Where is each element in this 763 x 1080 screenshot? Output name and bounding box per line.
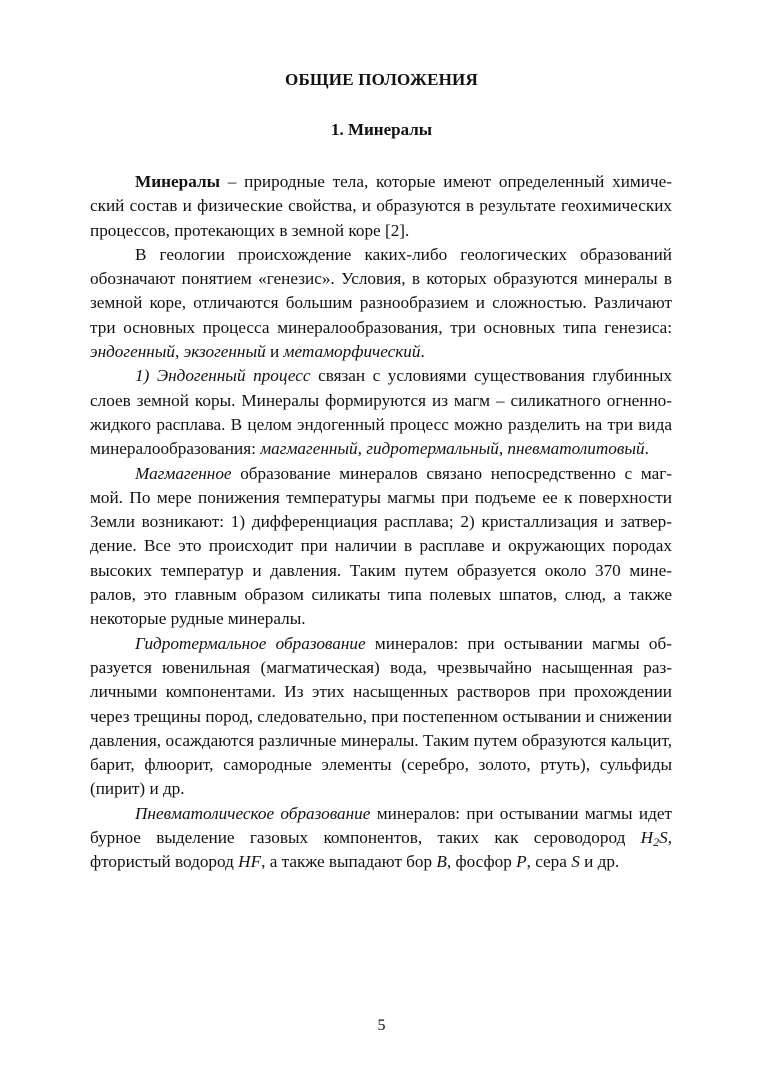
separator: и [265,342,284,362]
formula-hf: HF [238,852,262,872]
chapter-title: ОБЩИЕ ПОЛОЖЕНИЯ [285,70,478,89]
formula-subscript: 2 [653,835,660,850]
section-title: 1. Минералы [330,120,433,139]
term-pneumatolytic: Пневматолическое образование [135,803,371,823]
paragraph-text: и др. [579,852,620,872]
paragraph-minerals-definition [90,170,672,243]
paragraph-pneumatolytic [90,802,672,875]
formula-h2s [640,828,668,850]
term-endogenous: эндогенный [90,342,176,362]
page-number: 5 [377,1017,386,1034]
term-magmagenic: Магмагенное [135,463,232,483]
paragraph-text: минералов: при остывании магмы образуется ювенильная (магматическая) вода, чрезвычайно насыщенная различными компонентами. Из этих насыщенных растворов при прохождении через трещины пород, следовательно, при постепенном остывании и снижении давления, осаждаются различные минералы. Таким путем образуются кальцит, барит, флюорит, самородные элементы (серебро, золото, ртуть), сульфиды (пирит) и др. [90,633,673,799]
paragraph-magmagenic [90,462,672,632]
separator: , [175,342,184,362]
paragraph-text: , фосфор [446,852,517,872]
term-kinds: магмагенный, гидротермальный, пневматолитовый [260,439,645,459]
term-metamorphic: метаморфический [283,342,421,362]
term-minerals: Минералы [135,172,221,191]
paragraph-genesis [90,243,672,364]
symbol-sulfur: S [571,852,580,872]
formula-part: S [659,828,668,848]
symbol-boron: B [436,852,447,872]
term-exogenous: экзогенный [183,342,266,362]
paragraph-text: связан с условиями существования глубинных слоев земной коры. Минералы формируются из магм – силикатного огненно-жидкого расплава. В целом эндогенный процесс можно разделить на три вида минералообразования: [90,366,672,459]
formula-part: H [640,828,654,848]
paragraph-end: . [420,342,425,362]
paragraph-text: – природные тела, которые имеют определенный химический состав и физические свойства, и образуются в результате геохимических процессов, протекающих в земной коре [2]. [90,172,672,240]
term-endogenous-process: 1) Эндогенный процесс [135,366,311,386]
paragraph-text: В геологии происхождение каких-либо геологических образований обозначают понятием «генезис». Условия, в которых образуются минералы в земной коре, отличаются большим разнообразием и сложностью. Различают три основных процесса минералообразования, три основных типа генезиса: [90,244,672,337]
paragraph-endogenous-process [90,364,672,461]
term-hydrothermal: Гидротермальное образование [135,633,366,653]
paragraph-text: , а также выпадают бор [261,852,437,872]
symbol-phosphorus: P [516,852,527,872]
paragraph-end: . [644,439,649,459]
paragraph-text: , сера [526,852,572,872]
paragraph-text: минералов: при остывании магмы идет бурное выделение газовых компонентов, таких как сероводород [90,803,672,848]
body-text [90,170,672,875]
paragraph-hydrothermal [90,632,672,802]
paragraph-text: , фтористый водород [90,828,672,872]
paragraph-text: образование минералов связано непосредственно с магмой. По мере понижения температуры магмы при подъеме ее к поверхности Земли возникают: 1) дифференциация расплава; 2) кристаллизация и затвердение. Все это происходит при наличии в расплаве и окружающих породах высоких температур и давления. Таким путем образуется около 370 минералов, это главным образом силикаты типа полевых шпатов, слюд, а также некоторые рудные минералы. [90,463,672,629]
